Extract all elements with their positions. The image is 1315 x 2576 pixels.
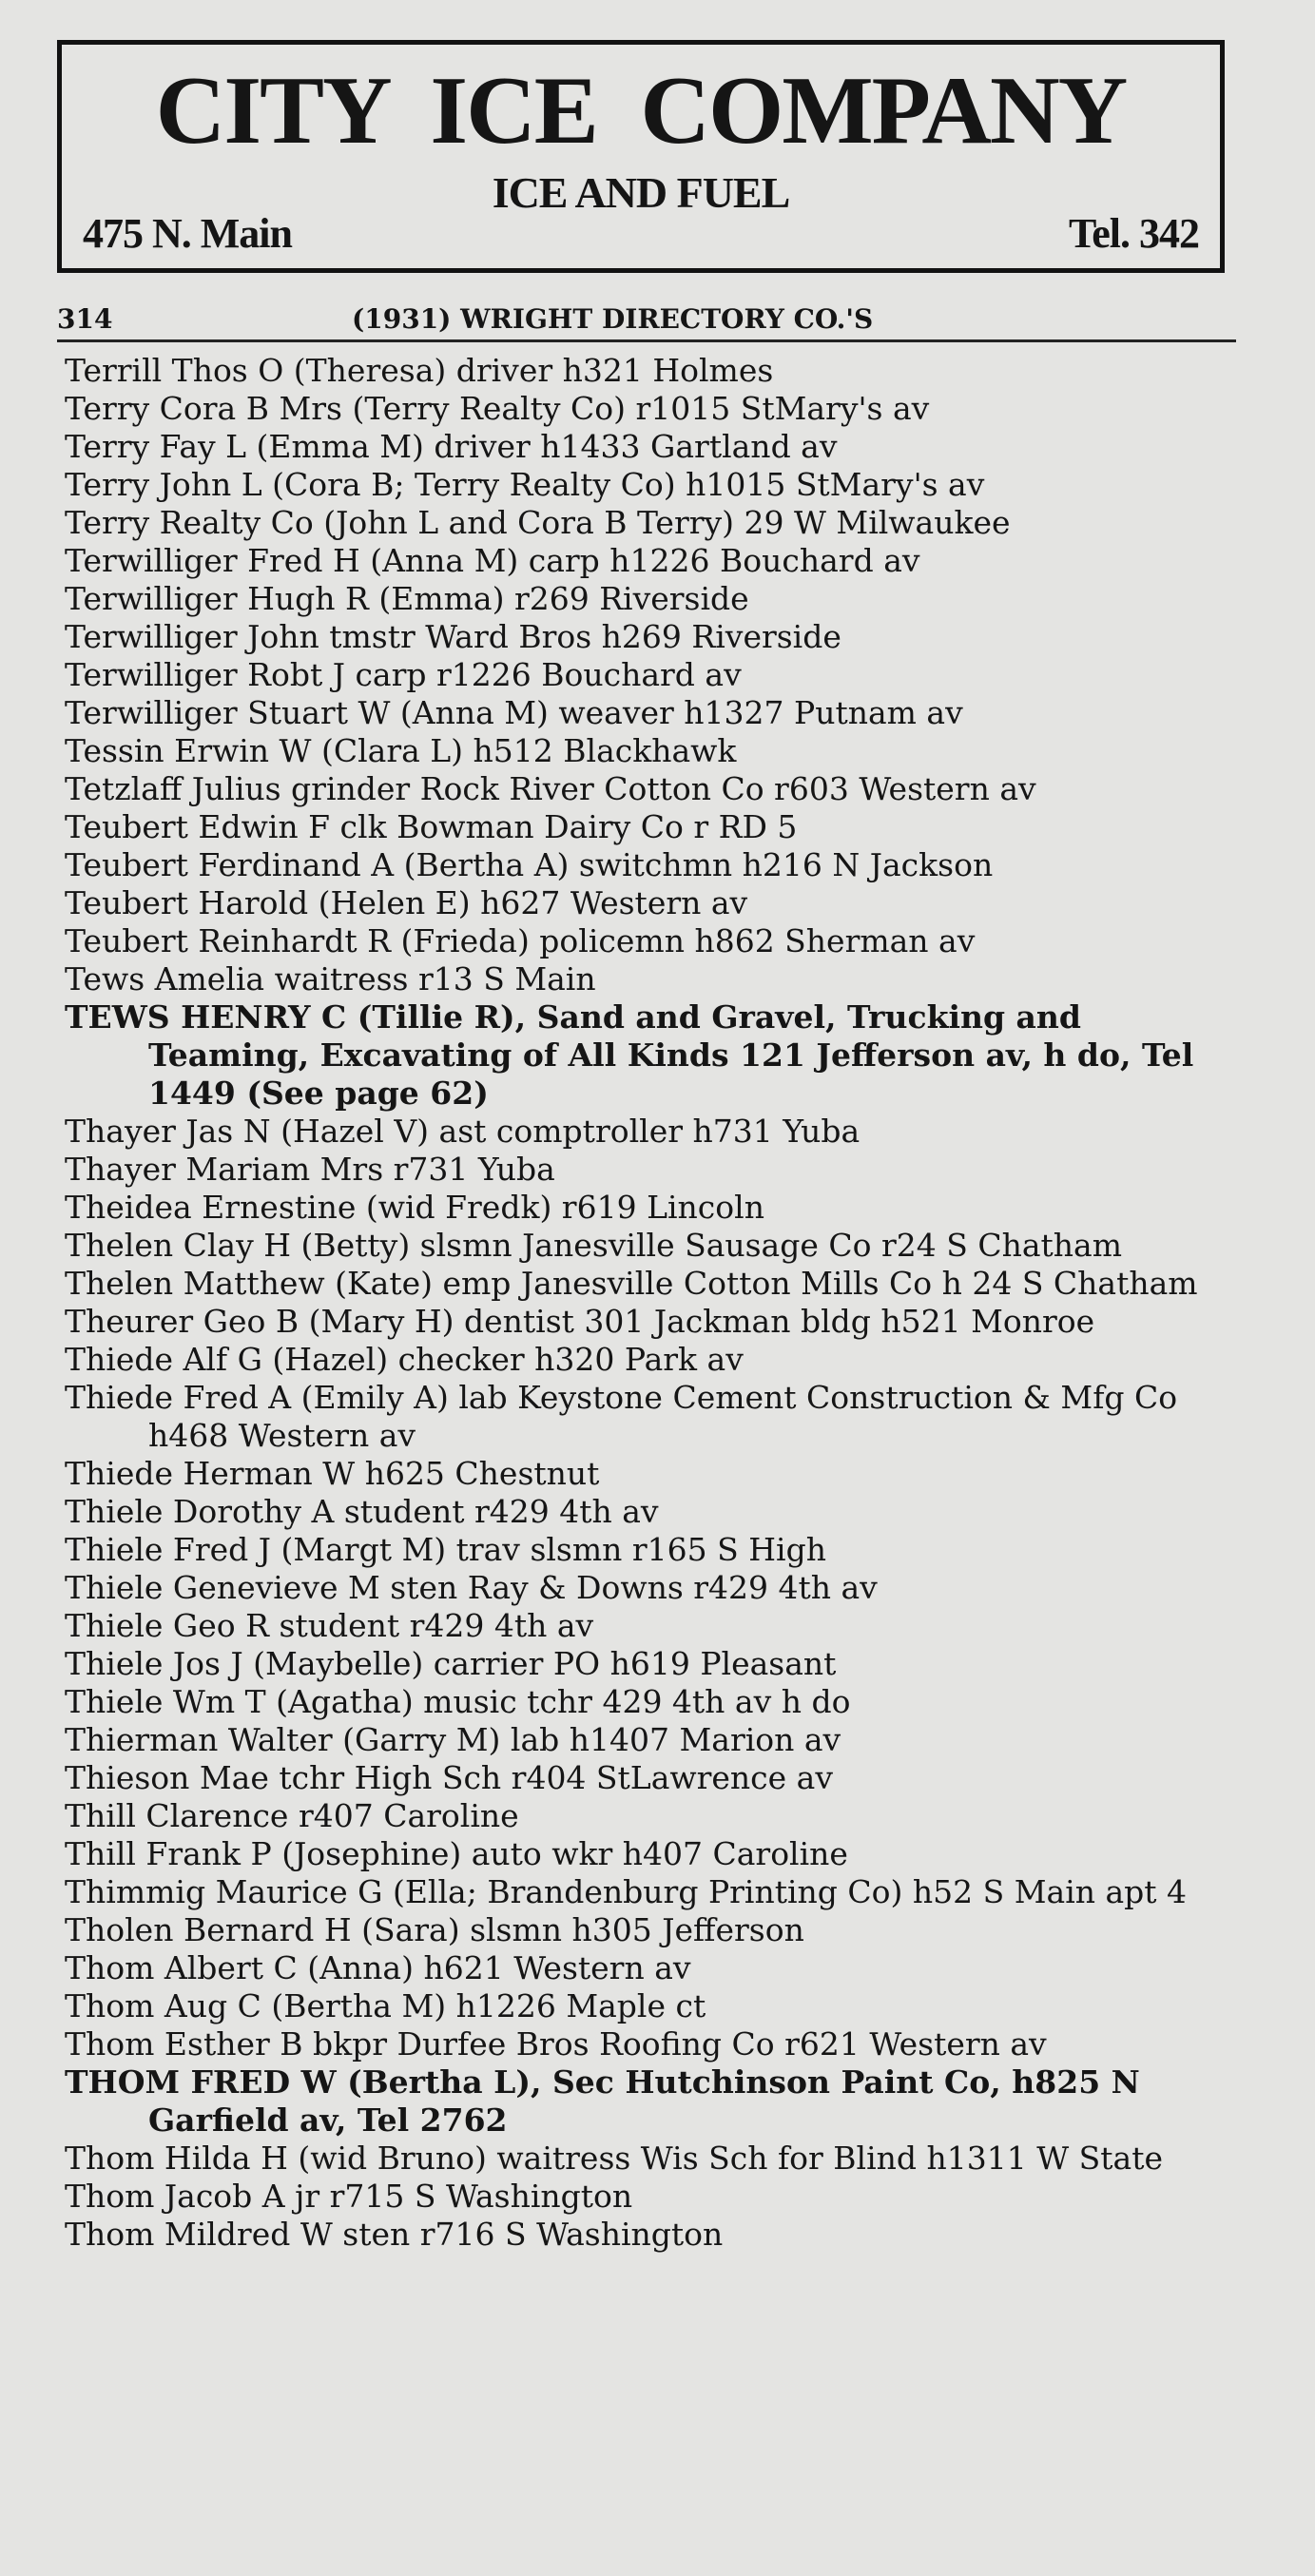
directory-entry: Terry Realty Co (John L and Cora B Terry) 29 W Milwaukee <box>65 504 1011 541</box>
directory-entry: Thierman Walter (Garry M) lab h1407 Marion av <box>65 1721 841 1758</box>
ad-tagline: ICE AND FUEL <box>492 168 790 217</box>
ad-address: 475 N. Main <box>83 210 292 257</box>
directory-entry: Terwilliger Robt J carp r1226 Bouchard av <box>65 656 742 693</box>
directory-entry: Thiede Fred A (Emily A) lab Keystone Cement Construction & Mfg Co h468 Western av <box>65 1379 1178 1454</box>
directory-entry: Thiede Alf G (Hazel) checker h320 Park av <box>65 1341 744 1378</box>
directory-entry: Thiele Dorothy A student r429 4th av <box>65 1493 659 1530</box>
directory-entry: Thelen Clay H (Betty) slsmn Janesville Sausage Co r24 S Chatham <box>65 1227 1122 1264</box>
directory-entry: Thom Hilda H (wid Bruno) waitress Wis Sch for Blind h1311 W State <box>65 2140 1163 2177</box>
directory-entry: Terwilliger John tmstr Ward Bros h269 Riverside <box>65 618 841 655</box>
directory-entry: Thiele Jos J (Maybelle) carrier PO h619 Pleasant <box>65 1645 837 1682</box>
directory-entry: Thill Clarence r407 Caroline <box>65 1797 519 1834</box>
directory-entry: Thimmig Maurice G (Ella; Brandenburg Printing Co) h52 S Main apt 4 <box>65 1873 1188 1910</box>
directory-entry: Terwilliger Stuart W (Anna M) weaver h1327 Putnam av <box>65 694 963 731</box>
header-divider <box>57 339 1236 342</box>
directory-entry: Teubert Reinhardt R (Frieda) policemn h862 Sherman av <box>65 922 976 959</box>
directory-entry: Thieson Mae tchr High Sch r404 StLawrence av <box>65 1759 834 1796</box>
directory-entry: Terry Fay L (Emma M) driver h1433 Gartland av <box>65 428 838 465</box>
directory-entry: Thayer Jas N (Hazel V) ast comptroller h731 Yuba <box>65 1113 861 1150</box>
directory-listing <box>65 352 1244 2254</box>
directory-entry: Thom Jacob A jr r715 S Washington <box>65 2178 633 2215</box>
ad-phone: Tel. 342 <box>1068 210 1199 257</box>
city-ice-company-ad <box>57 40 1225 273</box>
directory-entry: Teubert Ferdinand A (Bertha A) switchmn h216 N Jackson <box>65 846 994 883</box>
directory-entry: Terrill Thos O (Theresa) driver h321 Holmes <box>65 352 774 389</box>
directory-entry: Thom Albert C (Anna) h621 Western av <box>65 1949 691 1986</box>
ad-company-name: CITY ICE COMPANY <box>155 57 1127 165</box>
directory-entry: Terwilliger Hugh R (Emma) r269 Riverside <box>65 580 749 617</box>
directory-entry: Tews Amelia waitress r13 S Main <box>65 960 596 997</box>
directory-entry: Terwilliger Fred H (Anna M) carp h1226 Bouchard av <box>65 542 920 579</box>
directory-entry: Theurer Geo B (Mary H) dentist 301 Jackman bldg h521 Monroe <box>65 1303 1095 1340</box>
directory-entry: Terry Cora B Mrs (Terry Realty Co) r1015 StMary's av <box>65 390 930 427</box>
directory-entry: Thiele Wm T (Agatha) music tchr 429 4th av h do <box>65 1683 851 1720</box>
directory-entry: Theidea Ernestine (wid Fredk) r619 Lincoln <box>65 1189 764 1226</box>
directory-entry: Thayer Mariam Mrs r731 Yuba <box>65 1151 555 1188</box>
page-header <box>57 299 1236 340</box>
directory-entry: Thelen Matthew (Kate) emp Janesville Cotton Mills Co h 24 S Chatham <box>65 1265 1198 1302</box>
directory-entry: Thiele Fred J (Margt M) trav slsmn r165 S High <box>65 1531 826 1568</box>
directory-entry: Thom Mildred W sten r716 S Washington <box>65 2216 724 2253</box>
directory-entry: Tetzlaff Julius grinder Rock River Cotton Co r603 Western av <box>65 770 1036 807</box>
directory-entry: Thiele Geo R student r429 4th av <box>65 1607 594 1644</box>
directory-entry: Teubert Harold (Helen E) h627 Western av <box>65 884 748 921</box>
directory-entry: Thom Aug C (Bertha M) h1226 Maple ct <box>65 1987 706 2024</box>
directory-entry: Thom Esther B bkpr Durfee Bros Roofing Co r621 Western av <box>65 2025 1047 2063</box>
directory-entry: Thiele Genevieve M sten Ray & Downs r429 4th av <box>65 1569 878 1606</box>
directory-entry: Tholen Bernard H (Sara) slsmn h305 Jefferson <box>65 1911 804 1948</box>
directory-entry-featured: TEWS HENRY C (Tillie R), Sand and Gravel, Trucking and Teaming, Excavating of All Kinds 121 Jefferson av, h do, Tel 1449 (See page 62) <box>65 998 1194 1112</box>
directory-entry-featured: THOM FRED W (Bertha L), Sec Hutchinson Paint Co, h825 N Garfield av, Tel 2762 <box>65 2063 1140 2139</box>
directory-entry: Thill Frank P (Josephine) auto wkr h407 Caroline <box>65 1835 848 1872</box>
directory-entry: Thiede Herman W h625 Chestnut <box>65 1455 600 1492</box>
running-head: (1931) WRIGHT DIRECTORY CO.'S <box>352 303 874 335</box>
directory-entry: Tessin Erwin W (Clara L) h512 Blackhawk <box>65 732 737 769</box>
directory-entry: Teubert Edwin F clk Bowman Dairy Co r RD 5 <box>65 808 798 845</box>
page-number: 314 <box>57 303 113 335</box>
directory-entry: Terry John L (Cora B; Terry Realty Co) h1015 StMary's av <box>65 466 985 503</box>
